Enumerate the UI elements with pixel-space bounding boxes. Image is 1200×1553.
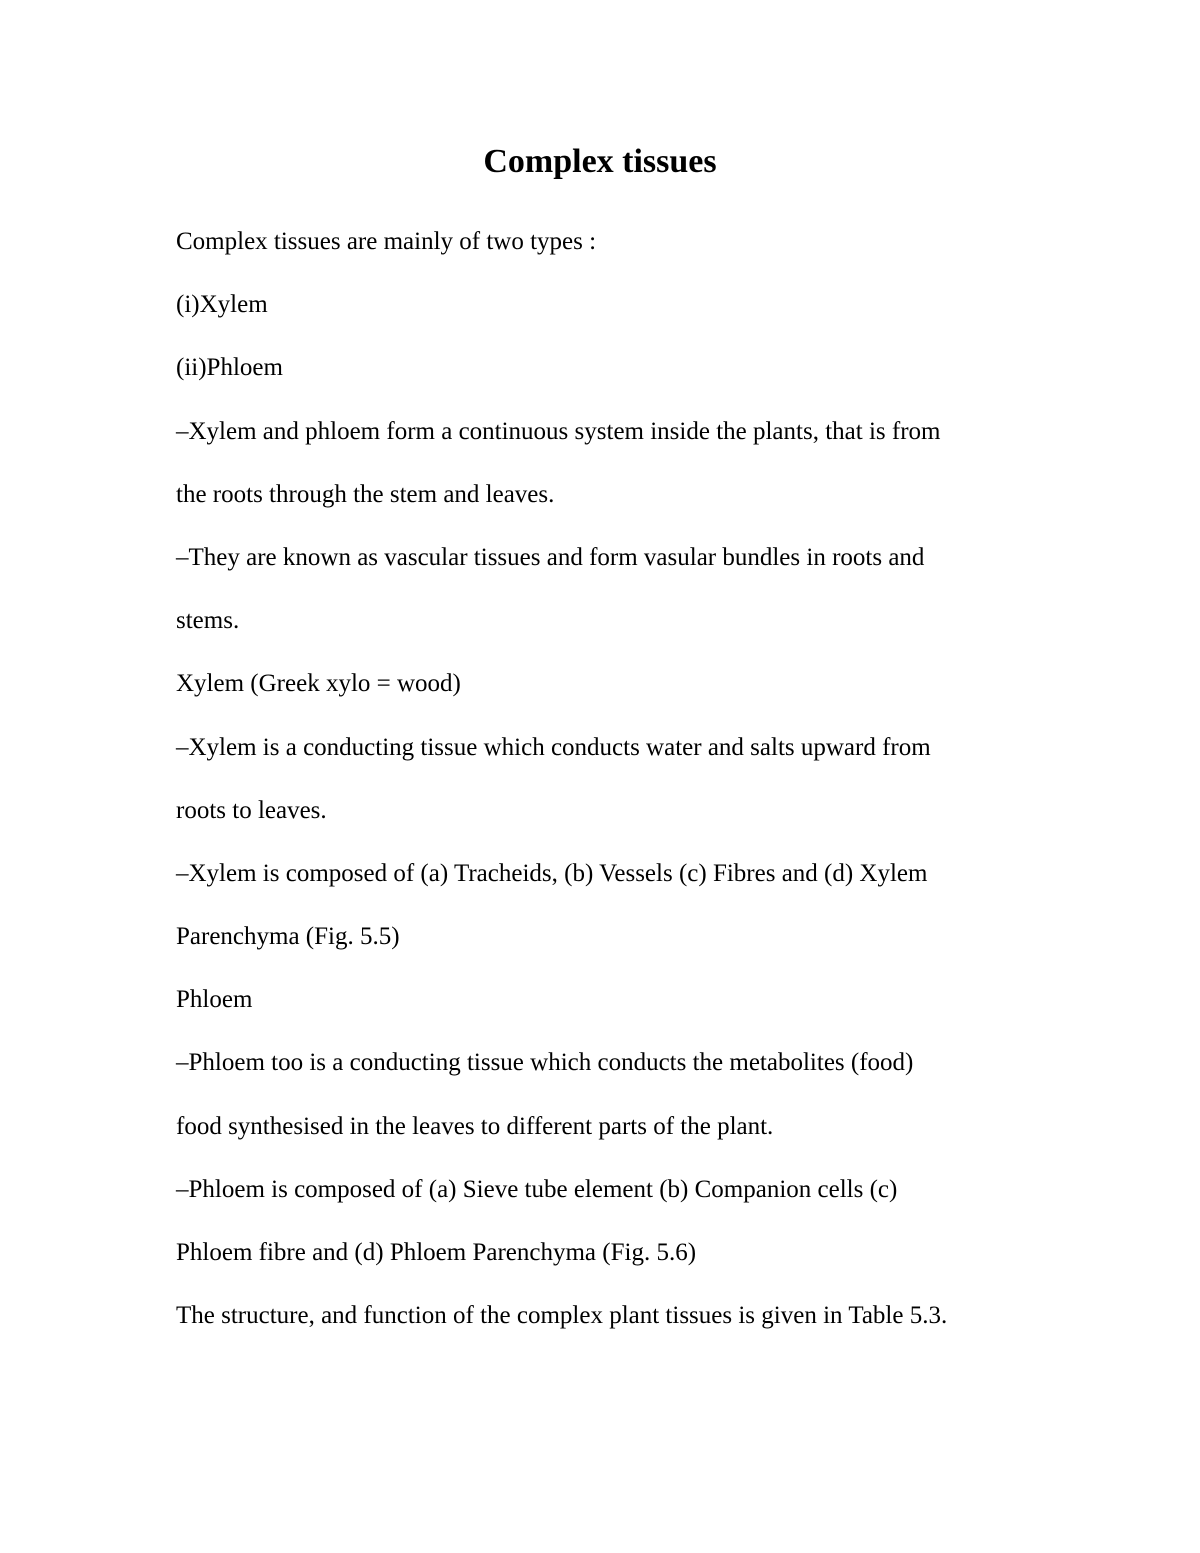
text-line: –Phloem is composed of (a) Sieve tube element (b) Companion cells (c) xyxy=(176,1175,898,1203)
text-line: –Xylem is a conducting tissue which conducts water and salts upward from xyxy=(176,733,931,761)
text-line: –Xylem is composed of (a) Tracheids, (b) Vessels (c) Fibres and (d) Xylem xyxy=(176,859,928,887)
text-line: –Phloem too is a conducting tissue which conducts the metabolites (food) xyxy=(176,1049,914,1077)
text-line: roots to leaves. xyxy=(176,796,327,824)
section-heading-xylem: Xylem (Greek xylo = wood) xyxy=(176,670,461,698)
text-line: Parenchyma (Fig. 5.5) xyxy=(176,923,400,951)
text-line-intro: Complex tissues are mainly of two types : xyxy=(176,228,597,255)
section-heading-phloem: Phloem xyxy=(176,986,253,1014)
text-line: –Xylem and phloem form a continuous system inside the plants, that is from xyxy=(176,417,941,445)
text-line: Phloem fibre and (d) Phloem Parenchyma (Fig. 5.6) xyxy=(176,1239,697,1266)
text-line-phloem-item: (ii)Phloem xyxy=(176,354,283,382)
text-line: food synthesised in the leaves to different parts of the plant. xyxy=(176,1112,774,1140)
text-line-conclusion: The structure, and function of the complex plant tissues is given in Table 5.3. xyxy=(176,1302,948,1330)
text-line-xylem-item: (i)Xylem xyxy=(176,291,268,319)
text-line: –They are known as vascular tissues and form vasular bundles in roots and xyxy=(176,543,925,571)
page-title: Complex tissues xyxy=(483,143,717,180)
text-line: the roots through the stem and leaves. xyxy=(176,480,555,508)
document-body xyxy=(176,220,1076,1357)
text-line: stems. xyxy=(176,607,240,635)
